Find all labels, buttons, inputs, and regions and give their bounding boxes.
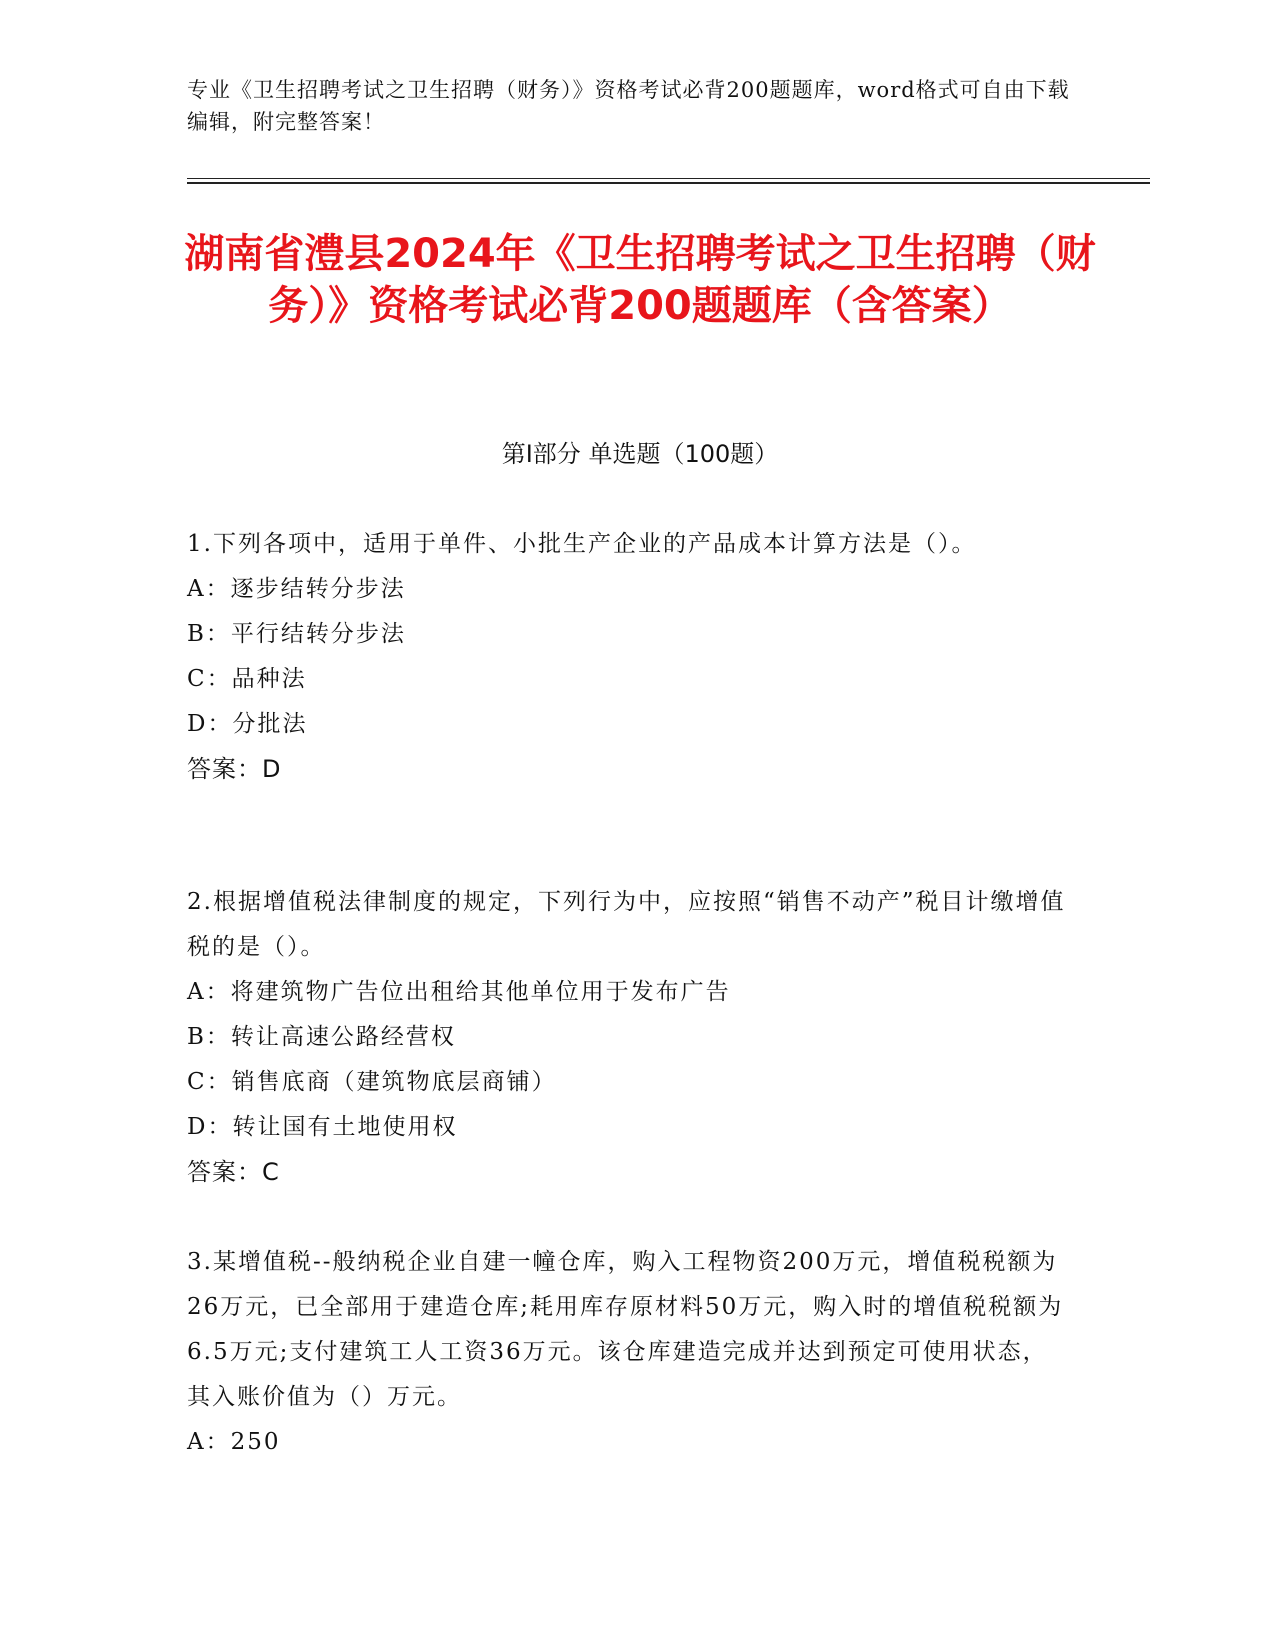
option-c: C：品种法 — [187, 666, 307, 692]
section-title: 第Ⅰ部分 单选题（100题） — [501, 440, 779, 468]
document-intro: 专业《卫生招聘考试之卫生招聘（财务）》资格考试必背200题题库，word格式可自由下载编辑，附完整答案！ — [187, 78, 1070, 134]
answer-line: 答案：D — [187, 755, 282, 783]
option-c: C：销售底商（建筑物底层商铺） — [187, 1069, 557, 1095]
option-a: A：逐步结转分步法 — [187, 576, 406, 602]
option-a: A：250 — [187, 1429, 281, 1455]
question-stem: 1.下列各项中，适用于单件、小批生产企业的产品成本计算方法是（）。 — [187, 531, 977, 557]
option-b: B：平行结转分步法 — [187, 621, 406, 647]
question-stem: 2.根据增值税法律制度的规定，下列行为中，应按照“销售不动产”税目计缴增值税的是（）。 — [187, 889, 1066, 960]
option-a: A：将建筑物广告位出租给其他单位用于发布广告 — [187, 979, 731, 1005]
question-stem: 3.某增值税--般纳税企业自建一幢仓库，购入工程物资200万元，增值税税额为26万元，已全部用于建造仓库;耗用库存原材料50万元，购入时的增值税税额为6.5万元;支付建筑工人工资36万元。该仓库建造完成并达到预定可使用状态，其入账价值为（）万元。 — [187, 1249, 1064, 1410]
option-b: B：转让高速公路经营权 — [187, 1024, 456, 1050]
question-3 — [187, 1240, 1067, 1465]
question-2 — [187, 880, 1067, 1195]
option-d: D：转让国有土地使用权 — [187, 1114, 458, 1140]
document-title: 湖南省澧县2024年《卫生招聘考试之卫生招聘（财务）》资格考试必背200题题库（含答案） — [184, 231, 1096, 329]
header-divider-thin — [187, 178, 1150, 179]
answer-line: 答案：C — [187, 1158, 280, 1186]
question-1 — [187, 522, 1067, 792]
header-divider-thick — [187, 182, 1150, 184]
option-d: D：分批法 — [187, 711, 308, 737]
